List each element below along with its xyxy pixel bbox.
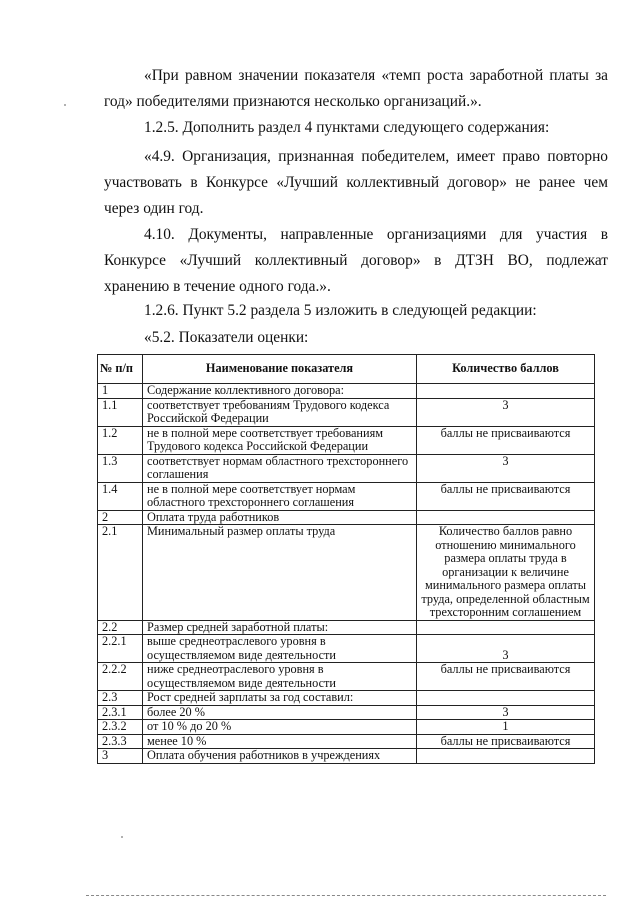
row-points: 3 <box>417 398 595 426</box>
table-row <box>98 482 595 510</box>
row-num: 2.3.2 <box>98 720 143 735</box>
table-row <box>98 635 595 663</box>
row-name: не в полной мере соответствует требованиям Трудового кодекса Российской Федерации <box>143 426 417 454</box>
row-num: 2.2 <box>98 620 143 635</box>
scan-speck <box>121 836 123 838</box>
table-row <box>98 663 595 691</box>
paragraph-5: 1.2.6. Пункт 5.2 раздела 5 изложить в следующей редакции: <box>144 302 537 319</box>
row-num: 2 <box>98 510 143 525</box>
row-name: выше среднеотраслевого уровня в осуществляемом виде деятельности <box>143 635 417 663</box>
row-num: 1.4 <box>98 482 143 510</box>
row-name: Минимальный размер оплаты труда <box>143 525 417 621</box>
paragraph-2: 1.2.5. Дополнить раздел 4 пунктами следующего содержания: <box>144 119 550 136</box>
row-name: соответствует требованиям Трудового кодекса Российской Федерации <box>143 398 417 426</box>
table-row <box>98 398 595 426</box>
table-row <box>98 384 595 399</box>
table-row <box>98 426 595 454</box>
row-points <box>417 620 595 635</box>
row-points: баллы не присваиваются <box>417 426 595 454</box>
row-name: Содержание коллективного договора: <box>143 384 417 399</box>
row-num: 2.1 <box>98 525 143 621</box>
row-points: Количество баллов равно отношению минимального размера оплаты труда в организации к величине минимального размера оплаты труда, определенной областным трехсторонним соглашением <box>417 525 595 621</box>
row-num: 2.3.3 <box>98 734 143 749</box>
row-points: 1 <box>417 720 595 735</box>
row-name: более 20 % <box>143 705 417 720</box>
row-num: 1.2 <box>98 426 143 454</box>
row-name: менее 10 % <box>143 734 417 749</box>
table-row <box>98 620 595 635</box>
indicators-table <box>97 354 594 764</box>
header-num: № п/п <box>98 355 143 384</box>
paragraph-4: 4.10. Документы, направленные организациями для участия в Конкурсе «Лучший коллективный договор» в ДТЗН ВО, подлежат хранению в течение одного года.». <box>104 226 608 295</box>
row-num: 2.2.1 <box>98 635 143 663</box>
table-row <box>98 705 595 720</box>
page-bottom-edge <box>86 895 606 896</box>
row-points <box>417 749 595 764</box>
row-points: баллы не присваиваются <box>417 734 595 749</box>
row-num: 1.1 <box>98 398 143 426</box>
row-points <box>417 510 595 525</box>
header-name: Наименование показателя <box>143 355 417 384</box>
header-points: Количество баллов <box>417 355 595 384</box>
row-points: баллы не присваиваются <box>417 482 595 510</box>
table-row <box>98 525 595 621</box>
paragraph-6: «5.2. Показатели оценки: <box>144 329 309 346</box>
row-name: ниже среднеотраслевого уровня в осуществляемом виде деятельности <box>143 663 417 691</box>
row-points: 3 <box>417 635 595 663</box>
row-name: не в полной мере соответствует нормам областного трехстороннего соглашения <box>143 482 417 510</box>
table-header-row <box>98 355 595 384</box>
paragraph-1: «При равном значении показателя «темп роста заработной платы за год» победителями признаются несколько организаций.». <box>104 67 608 110</box>
table-row <box>98 510 595 525</box>
row-num: 2.3.1 <box>98 705 143 720</box>
row-points <box>417 691 595 706</box>
row-name: Оплата обучения работников в учреждениях <box>143 749 417 764</box>
row-num: 1.3 <box>98 454 143 482</box>
row-points: баллы не присваиваются <box>417 663 595 691</box>
table-row <box>98 720 595 735</box>
row-num: 2.2.2 <box>98 663 143 691</box>
row-name: соответствует нормам областного трехстороннего соглашения <box>143 454 417 482</box>
paragraph-3: «4.9. Организация, признанная победителем, имеет право повторно участвовать в Конкурсе «Лучший коллективный договор» не ранее чем через один год. <box>104 148 608 217</box>
scan-speck <box>64 104 66 106</box>
row-num: 1 <box>98 384 143 399</box>
row-num: 2.3 <box>98 691 143 706</box>
table-row <box>98 749 595 764</box>
table-row <box>98 454 595 482</box>
row-points: 3 <box>417 454 595 482</box>
table-row <box>98 691 595 706</box>
row-points <box>417 384 595 399</box>
row-name: Размер средней заработной платы: <box>143 620 417 635</box>
row-name: Оплата труда работников <box>143 510 417 525</box>
row-name: Рост средней зарплаты за год составил: <box>143 691 417 706</box>
row-num: 3 <box>98 749 143 764</box>
row-points: 3 <box>417 705 595 720</box>
row-name: от 10 % до 20 % <box>143 720 417 735</box>
table-row <box>98 734 595 749</box>
